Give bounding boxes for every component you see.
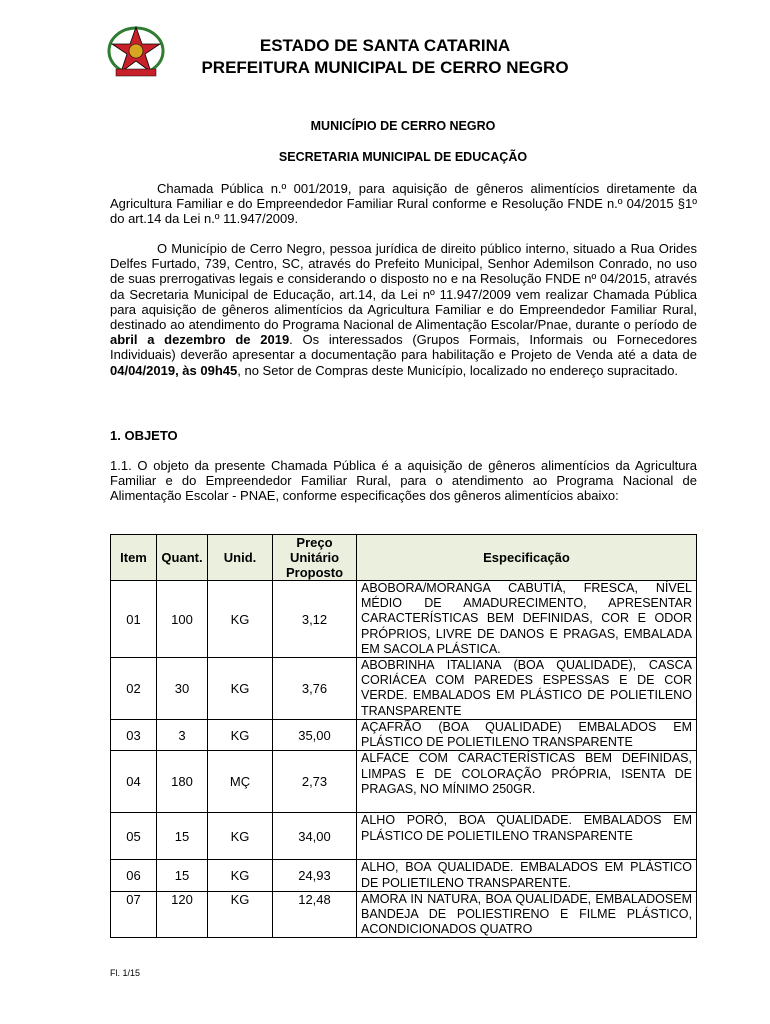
table-row: [111, 581, 697, 658]
cell-unid: KG: [208, 813, 273, 860]
intro-text: Chamada Pública n.º 001/2019, para aquisição de gêneros alimentícios diretamente da Agricultura Familiar e do Empreendedor Familiar Rural conforme e Resolução FNDE n.º 04/2015 §1º do art.14 da Lei n.º 11.947/2009.: [110, 181, 697, 227]
prefecture-title: PREFEITURA MUNICIPAL DE CERRO NEGRO: [201, 58, 569, 77]
cell-price: 35,00: [273, 720, 357, 751]
cell-quant: 3: [157, 720, 208, 751]
cell-price: 3,76: [273, 658, 357, 720]
municipality-heading: MUNICÍPIO DE CERRO NEGRO: [310, 119, 496, 133]
cell-item: 05: [111, 813, 157, 860]
cell-price: 24,93: [273, 860, 357, 891]
cell-unid: KG: [208, 581, 273, 658]
cell-price: 34,00: [273, 813, 357, 860]
cell-spec: ALHO, BOA QUALIDADE. EMBALADOS EM PLÁSTICO DE POLIETILENO TRANSPARENTE.: [357, 860, 697, 891]
cell-item: 04: [111, 751, 157, 813]
period-text: abril a dezembro de 2019: [110, 332, 290, 348]
cell-item: 01: [111, 581, 157, 658]
cell-unid: KG: [208, 891, 273, 938]
col-header-unid: Unid.: [208, 535, 273, 581]
table-row: [111, 813, 697, 860]
table-row: [111, 658, 697, 720]
cell-quant: 15: [157, 813, 208, 860]
cell-spec: ABOBRINHA ITALIANA (BOA QUALIDADE), CASCA CORIÁCEA COM PAREDES ESPESSAS E DE COR VERDE. EMBALADOS EM PLÁSTICO DE POLIETILENO TRANSPARENTE: [357, 658, 697, 720]
section-paragraph: 1.1. O objeto da presente Chamada Pública é a aquisição de gêneros alimentícios da Agricultura Familiar e do Empreendedor Familiar Rural, para o atendimento ao Programa Nacional de Alimentação Escolar - PNAE, conforme especificações dos gêneros alimentícios abaixo:: [110, 458, 697, 504]
cell-item: 07: [111, 891, 157, 938]
body-text-2: . Os interessados (Grupos Formais, Informais ou Fornecedores Individuais) deverão apresentar a documentação para habilitação e Projeto de Venda até a data de: [110, 332, 697, 363]
body-text-3: , no Setor de Compras deste Município, localizado no endereço supracitado.: [237, 362, 679, 378]
cell-price: 12,48: [273, 891, 357, 938]
cell-spec: ALHO PORÓ, BOA QUALIDADE. EMBALADOS EM PLÁSTICO DE POLIETILENO TRANSPARENTE: [357, 813, 697, 860]
items-table: [110, 534, 697, 938]
page-footer: Fl. 1/15: [110, 968, 141, 978]
secretariat-heading: SECRETARIA MUNICIPAL DE EDUCAÇÃO: [278, 150, 528, 164]
cell-quant: 180: [157, 751, 208, 813]
cell-unid: KG: [208, 658, 273, 720]
cell-spec: ALFACE COM CARACTERÍSTICAS BEM DEFINIDAS, LIMPAS E DE COLORAÇÃO PRÓPRIA, ISENTA DE PRAGAS, NO MÍNIMO 250GR.: [357, 751, 697, 813]
cell-item: 06: [111, 860, 157, 891]
body-paragraph: [110, 241, 697, 378]
cell-quant: 15: [157, 860, 208, 891]
col-header-item: Item: [111, 535, 157, 581]
cell-unid: KG: [208, 860, 273, 891]
cell-spec: AMORA IN NATURA, BOA QUALIDADE, EMBALADOSEM BANDEJA DE POLIESTIRENO E FILME PLÁSTICO, ACONDICIONADOS QUATRO: [357, 891, 697, 938]
cell-item: 02: [111, 658, 157, 720]
col-header-quant: Quant.: [157, 535, 208, 581]
col-header-spec: Especificação: [357, 535, 697, 581]
state-title: ESTADO DE SANTA CATARINA: [259, 36, 511, 55]
table-row: [111, 860, 697, 891]
cell-unid: MÇ: [208, 751, 273, 813]
col-header-price: Preço Unitário Proposto: [273, 535, 357, 581]
cell-unid: KG: [208, 720, 273, 751]
cell-price: 2,73: [273, 751, 357, 813]
cell-quant: 30: [157, 658, 208, 720]
cell-quant: 100: [157, 581, 208, 658]
deadline-text: 04/04/2019, às 09h45: [110, 362, 238, 378]
cell-price: 3,12: [273, 581, 357, 658]
intro-paragraph: [110, 181, 697, 227]
table-row: [111, 720, 697, 751]
table-header-row: [111, 535, 697, 581]
table-row: [111, 891, 697, 938]
table-row: [111, 751, 697, 813]
cell-item: 03: [111, 720, 157, 751]
body-text-1: O Município de Cerro Negro, pessoa jurídica de direito público interno, situado a Rua Orides Delfes Furtado, 739, Centro, SC, através do Prefeito Municipal, Senhor Ademilson Conrado, no uso de suas prerrogativas legais e considerando o disposto no e na Resolução FNDE nº 04/2015, através da Secretaria Municipal de Educação, art.14, da Lei nº 11.947/2009 vem realizar Chamada Pública para aquisição de gêneros alimentícios da Agricultura Familiar e do Empreendedor Familiar Rural, destinado ao atendimento do Programa Nacional de Alimentação Escolar/Pnae, durante o período de: [110, 241, 697, 333]
section-heading: 1. OBJETO: [110, 428, 178, 443]
cell-spec: AÇAFRÃO (BOA QUALIDADE) EMBALADOS EM PLÁSTICO DE POLIETILENO TRANSPARENTE: [357, 720, 697, 751]
cell-quant: 120: [157, 891, 208, 938]
cell-spec: ABOBORA/MORANGA CABUTIÁ, FRESCA, NÍVEL MÉDIO DE AMADURECIMENTO, APRESENTAR CARACTERÍSTICAS BEM DEFINIDAS, COR E ODOR PRÓPRIOS, LIVRE DE DANOS E PRAGAS, EMBALADA EM SACOLA PLÁSTICA.: [357, 581, 697, 658]
